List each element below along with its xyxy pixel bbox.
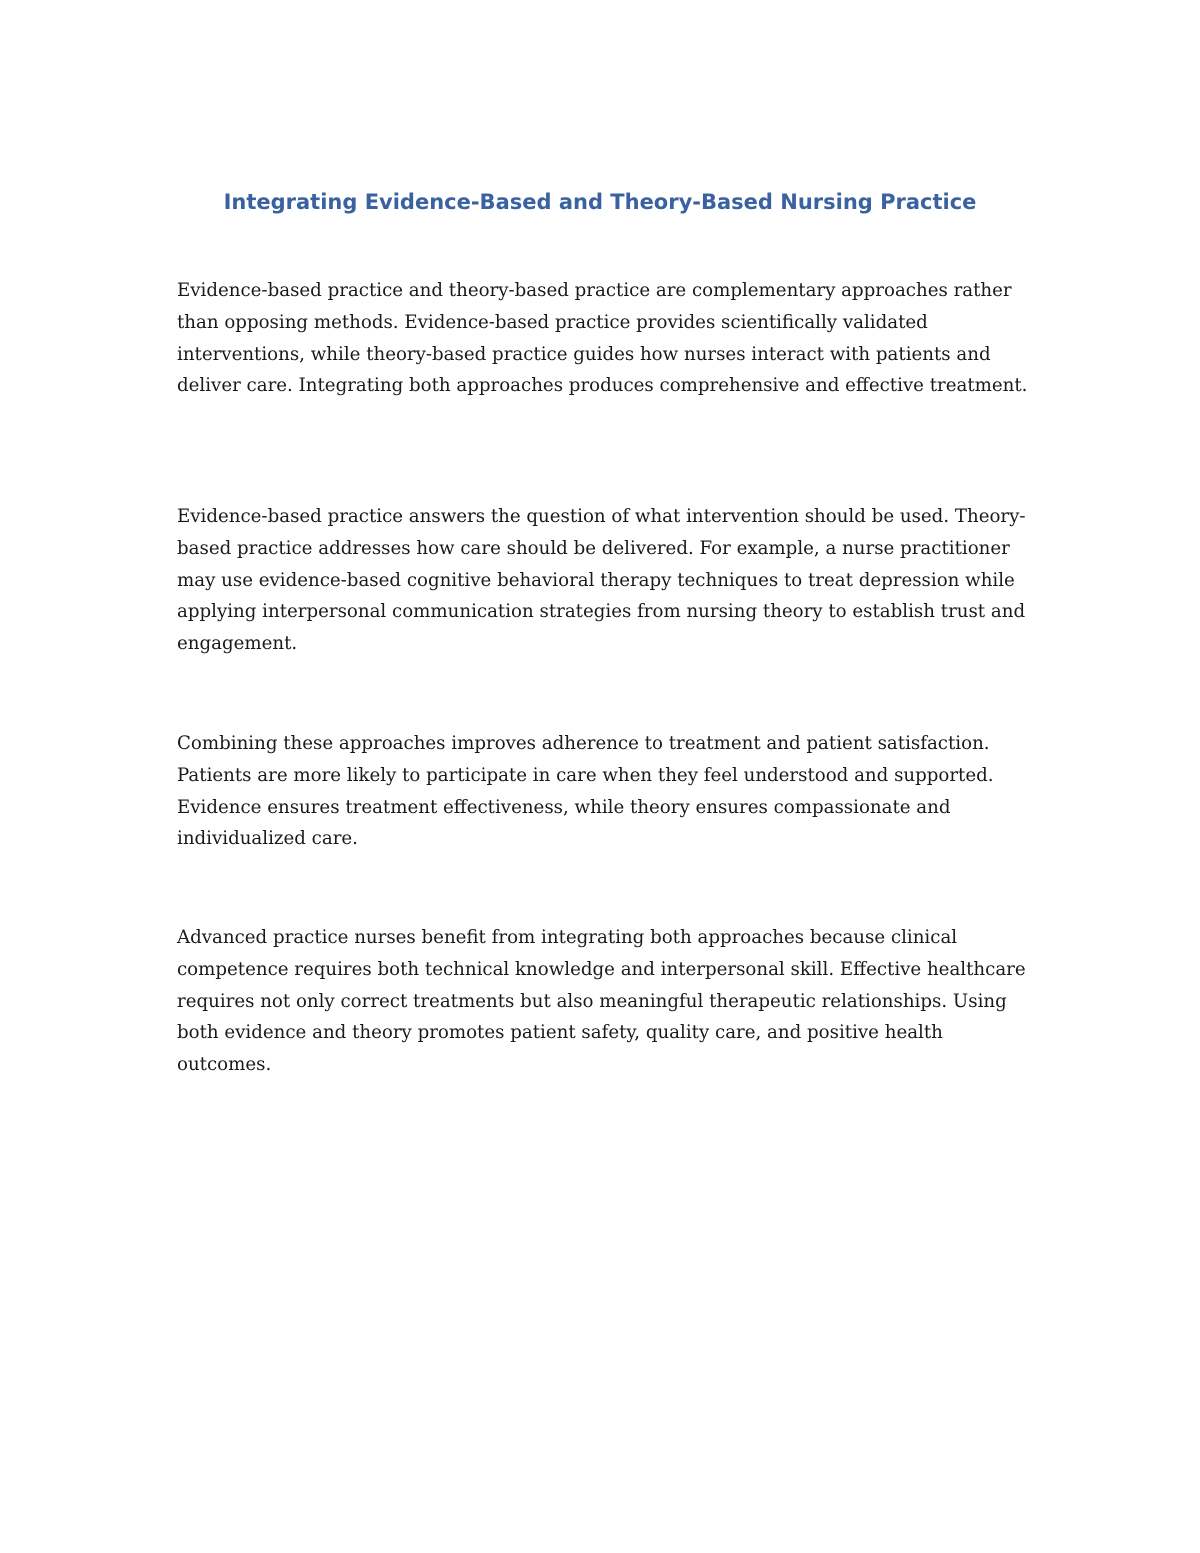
paragraph-3: Combining these approaches improves adherence to treatment and patient satisfaction. Patients are more likely to participate in care when they feel understood and supported. Evidence ensures treatment effectiveness, while theory ensures compassionate and individualized care.	[177, 733, 994, 850]
paragraph-2: Evidence-based practice answers the question of what intervention should be used. Theory-based practice addresses how care should be delivered. For example, a nurse practitioner may use evidence-based cognitive behavioral therapy techniques to treat depression while applying interpersonal communication strategies from nursing theory to establish trust and engagement.	[177, 506, 1026, 655]
document-title: Integrating Evidence-Based and Theory-Based Nursing Practice	[223, 190, 977, 214]
paragraph-4: Advanced practice nurses benefit from integrating both approaches because clinical competence requires both technical knowledge and interpersonal skill. Effective healthcare requires not only correct treatments but also meaningful therapeutic relationships. Using both evidence and theory promotes patient safety, quality care, and positive health outcomes.	[177, 927, 1026, 1076]
paragraph-1: Evidence-based practice and theory-based practice are complementary approaches rather than opposing methods. Evidence-based practice provides scientifically validated interventions, while theory-based practice guides how nurses interact with patients and deliver care. Integrating both approaches produces comprehensive and effective treatment.	[177, 280, 1028, 397]
